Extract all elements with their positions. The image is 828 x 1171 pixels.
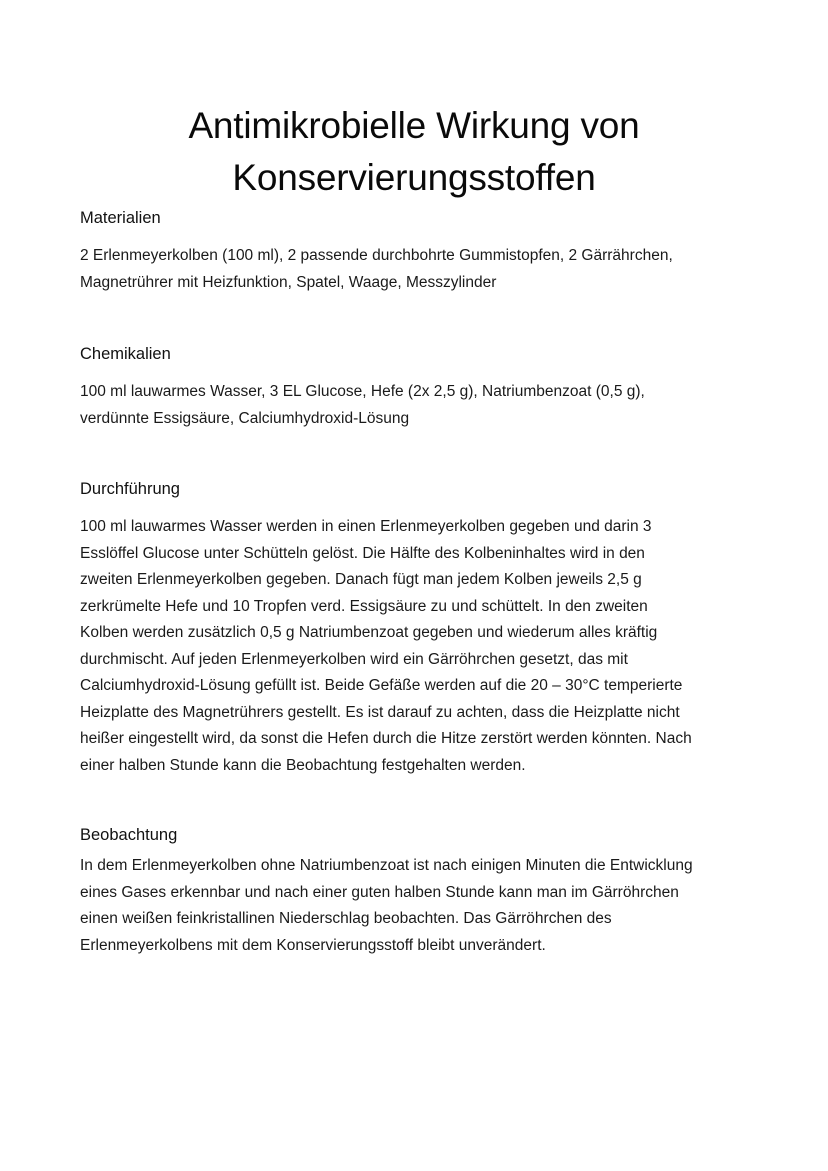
section-materialien — [80, 208, 760, 296]
heading-chemikalien: Chemikalien — [80, 345, 171, 363]
text-chemikalien: 100 ml lauwarmes Wasser, 3 EL Glucose, Hefe (2x 2,5 g), Natriumbenzoat (0,5 g), verdünnte Essigsäure, Calciumhydroxid-Lösung — [80, 383, 645, 427]
heading-materialien: Materialien — [80, 209, 161, 227]
section-beobachtung — [80, 825, 760, 959]
title-line-1: Antimikrobielle Wirkung von — [188, 105, 640, 146]
text-durchfuehrung: 100 ml lauwarmes Wasser werden in einen Erlenmeyerkolben gegeben und darin 3 Esslöffel Glucose unter Schütteln gelöst. Die Hälfte des Kolbeninhaltes wird in den zweiten Erlenmeyerkolben gegeben. Danach fügt man jedem Kolben jeweils 2,5 g zerkrümelte Hefe und 10 Tropfen verd. Essigsäure zu und schüttelt. In den zweiten Kolben werden zusätzlich 0,5 g Natriumbenzoat gegeben und wiederum alles kräftig durchmischt. Auf jeden Erlenmeyerkolben wird ein Gärröhrchen gesetzt, das mit Calciumhydroxid-Lösung gefüllt ist. Beide Gefäße werden auf die 20 – 30°C temperierte Heizplatte des Magnetrührers gestellt. Es ist darauf zu achten, dass die Heizplatte nicht heißer eingestellt wird, da sonst die Hefen durch die Hitze zerstört werden könnten. Nach einer halben Stunde kann die Beobachtung festgehalten werden. — [80, 518, 692, 774]
heading-durchfuehrung: Durchführung — [80, 480, 180, 498]
section-chemikalien — [80, 344, 760, 432]
text-beobachtung: In dem Erlenmeyerkolben ohne Natriumbenzoat ist nach einigen Minuten die Entwicklung eines Gases erkennbar und nach einer guten halben Stunde kann man im Gärröhrchen einen weißen feinkristallinen Niederschlag beobachten. Das Gärröhrchen des Erlenmeyerkolbens mit dem Konservierungsstoff bleibt unverändert. — [80, 857, 693, 954]
title-line-2: Konservierungsstoffen — [232, 157, 596, 198]
page-title — [0, 100, 828, 204]
heading-beobachtung: Beobachtung — [80, 826, 178, 844]
text-materialien: 2 Erlenmeyerkolben (100 ml), 2 passende durchbohrte Gummistopfen, 2 Gärrährchen, Magnetrührer mit Heizfunktion, Spatel, Waage, Messzylinder — [80, 247, 673, 291]
section-durchfuehrung — [80, 479, 760, 779]
